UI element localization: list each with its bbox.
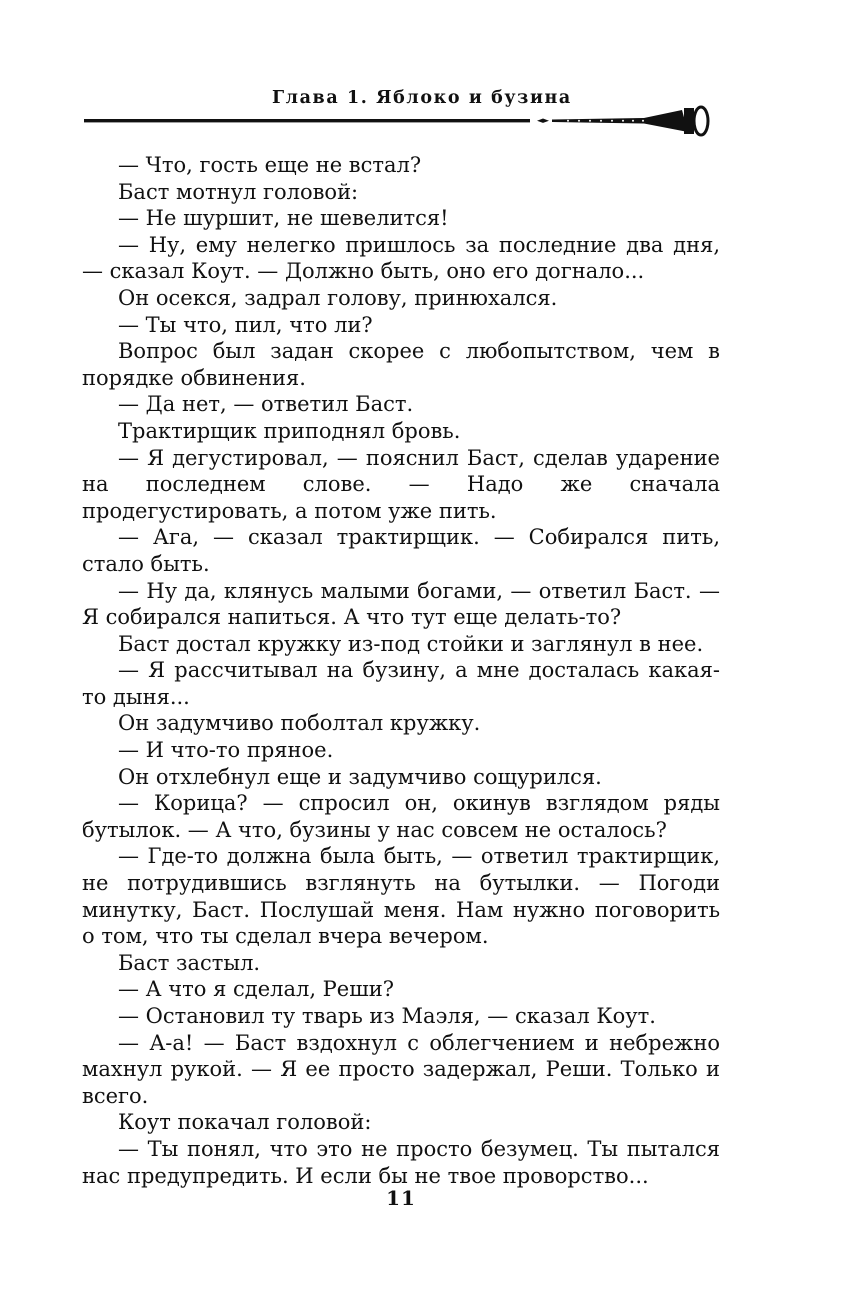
page-number: 11 bbox=[386, 1186, 416, 1210]
paragraph: Трактирщик приподнял бровь. bbox=[118, 418, 461, 443]
paragraph: — Да нет, — ответил Баст. bbox=[118, 392, 414, 417]
paragraph: Он отхлебнул еще и задумчиво сощурился. bbox=[118, 764, 602, 789]
paragraph: — А-а! — Баст вздохнул с облегчением и небрежно махнул рукой. — Я ее просто задержал, Реши. Только и всего. bbox=[82, 1030, 720, 1108]
paragraph: — Ты что, пил, что ли? bbox=[118, 312, 373, 337]
paragraph: — Корица? — спросил он, окинув взглядом ряды бутылок. — А что, бузины у нас совсем не осталось? bbox=[82, 791, 720, 842]
paragraph: — Ну, ему нелегко пришлось за последние два дня, — сказал Коут. — Должно быть, оно его догнало... bbox=[82, 232, 720, 284]
paragraph: — Что, гость еще не встал? bbox=[118, 153, 422, 177]
paragraph: Баст застыл. bbox=[118, 950, 261, 975]
paragraph: — Где-то должна была быть, — ответил трактирщик, не потрудившись взглянуть на бутылки. — Погоди минутку, Баст. Послушай меня. Нам нужно поговорить о том, что ты сделал вчера вечером. bbox=[82, 844, 720, 949]
paragraph: Баст мотнул головой: bbox=[118, 179, 359, 204]
paragraph: Баст достал кружку из-под стойки и заглянул в нее. bbox=[118, 631, 704, 656]
paragraph: — Ты понял, что это не просто безумец. Ты пытался нас предупредить. И если бы не твое проворство... bbox=[82, 1136, 720, 1188]
paragraph: Он осекся, задрал голову, принюхался. bbox=[118, 285, 558, 310]
paragraph: — Ага, — сказал трактирщик. — Собирался пить, стало быть. bbox=[82, 525, 720, 576]
paragraph: — А что я сделал, Реши? bbox=[118, 977, 395, 1002]
paragraph: Коут покачал головой: bbox=[118, 1110, 372, 1135]
flute-ornament-icon bbox=[84, 104, 714, 138]
paragraph: — Остановил ту тварь из Маэля, — сказал Коут. bbox=[118, 1004, 656, 1028]
paragraph: — Не шуршит, не шевелится! bbox=[118, 206, 449, 231]
paragraph: — Я дегустировал, — пояснил Баст, сделав ударение на последнем слове. — Надо же сначала продегустировать, а потом уже пить. bbox=[82, 445, 720, 523]
running-header bbox=[84, 82, 714, 142]
paragraph: — Я рассчитывал на бузину, а мне досталась какая-то дыня... bbox=[82, 658, 720, 709]
body-text bbox=[82, 152, 720, 1189]
paragraph: Вопрос был задан скорее с любопытством, чем в порядке обвинения. bbox=[82, 339, 720, 390]
chapter-title: Глава 1. Яблоко и бузина bbox=[272, 88, 572, 108]
paragraph: — Ну да, клянусь малыми богами, — ответил Баст. — Я собирался напиться. А что тут еще делать-то? bbox=[82, 578, 720, 630]
paragraph: — И что-то пряное. bbox=[118, 738, 334, 763]
paragraph: Он задумчиво поболтал кружку. bbox=[118, 711, 481, 736]
